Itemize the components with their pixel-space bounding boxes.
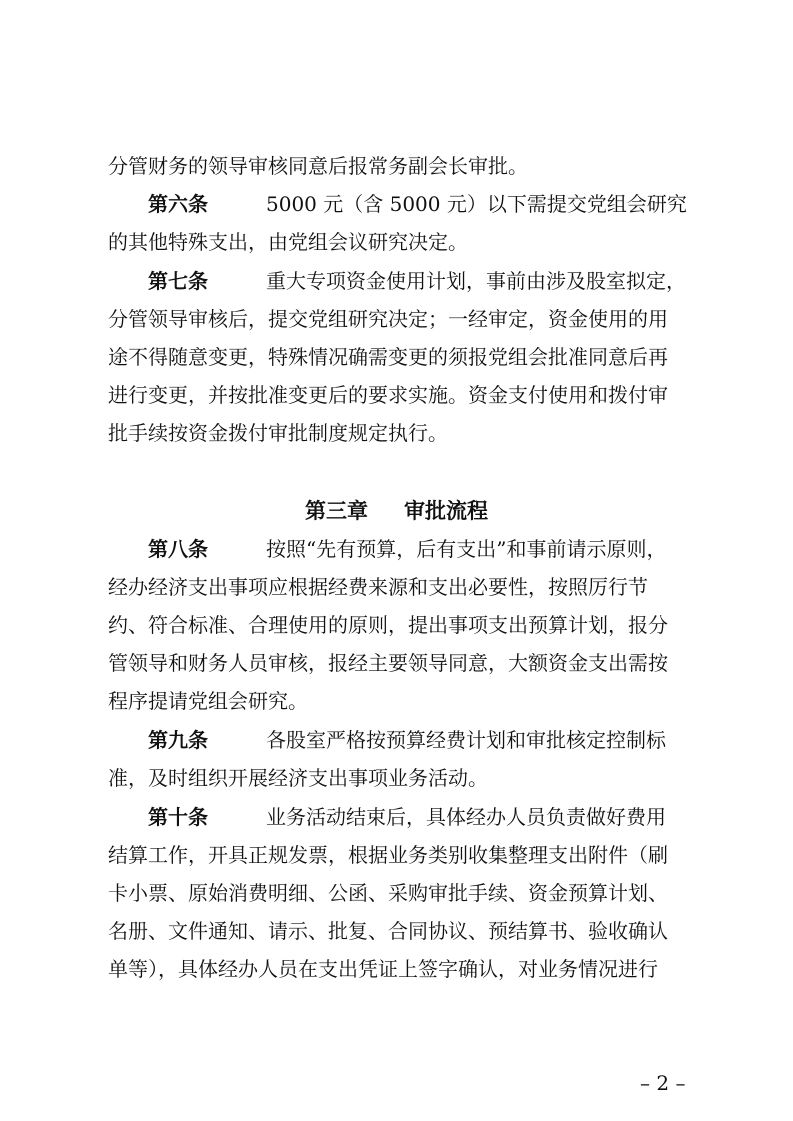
- article-7-line: [148, 261, 708, 301]
- article-text: 按照“先有预算，后有支出”和事前请示原则，: [266, 537, 667, 561]
- article-10-line: [148, 797, 708, 837]
- article-label: 第六条: [148, 192, 208, 216]
- paragraph-line: 卡小票、原始消费明细、公函、采购审批手续、资金预算计划、: [108, 881, 668, 905]
- article-label: 第八条: [148, 537, 208, 561]
- article-text: 重大专项资金使用计划，事前由涉及股室拟定，: [266, 269, 686, 293]
- chapter-heading: [0, 491, 793, 531]
- paragraph-line: 程序提请党组会研究。: [108, 689, 308, 713]
- paragraph-line: 经办经济支出事项应根据经费来源和支出必要性，按照厉行节: [108, 575, 648, 599]
- chapter-title: 审批流程: [404, 499, 488, 523]
- article-9-line: [148, 720, 708, 760]
- paragraph-line: 名册、文件通知、请示、批复、合同协议、预结算书、验收确认: [108, 919, 668, 943]
- paragraph-line: 结算工作，开具正规发票，根据业务类别收集整理支出附件（刷: [108, 843, 668, 867]
- paragraph-line: 进行变更，并按批准变更后的要求实施。资金支付使用和拨付审: [108, 383, 668, 407]
- article-label: 第九条: [148, 728, 208, 752]
- article-8-line: [148, 529, 708, 569]
- article-label: 第七条: [148, 269, 208, 293]
- paragraph-line: 的其他特殊支出，由党组会议研究决定。: [108, 230, 468, 254]
- article-6-line: [148, 184, 708, 224]
- article-label: 第十条: [148, 805, 208, 829]
- paragraph-line: 批手续按资金拨付审批制度规定执行。: [108, 421, 448, 445]
- article-text: 5000 元（含 5000 元）以下需提交党组会研究: [266, 192, 687, 216]
- chapter-number: 第三章: [305, 499, 368, 523]
- paragraph-line: 约、符合标准、合理使用的原则，提出事项支出预算计划，报分: [108, 613, 668, 637]
- paragraph-line: 分管财务的领导审核同意后报常务副会长审批。: [108, 154, 528, 178]
- paragraph-line: 途不得随意变更，特殊情况确需变更的须报党组会批准同意后再: [108, 345, 668, 369]
- paragraph-line: 单等），具体经办人员在支出凭证上签字确认，对业务情况进行: [108, 957, 658, 981]
- article-text: 各股室严格按预算经费计划和审批核定控制标: [266, 728, 666, 752]
- page-number: – 2 –: [640, 1071, 686, 1095]
- paragraph-line: 分管领导审核后，提交党组研究决定；一经审定，资金使用的用: [108, 307, 668, 331]
- paragraph-line: 准，及时组织开展经济支出事项业务活动。: [108, 766, 488, 790]
- paragraph-line: 管领导和财务人员审核，报经主要领导同意，大额资金支出需按: [108, 651, 668, 675]
- article-text: 业务活动结束后，具体经办人员负责做好费用: [266, 805, 666, 829]
